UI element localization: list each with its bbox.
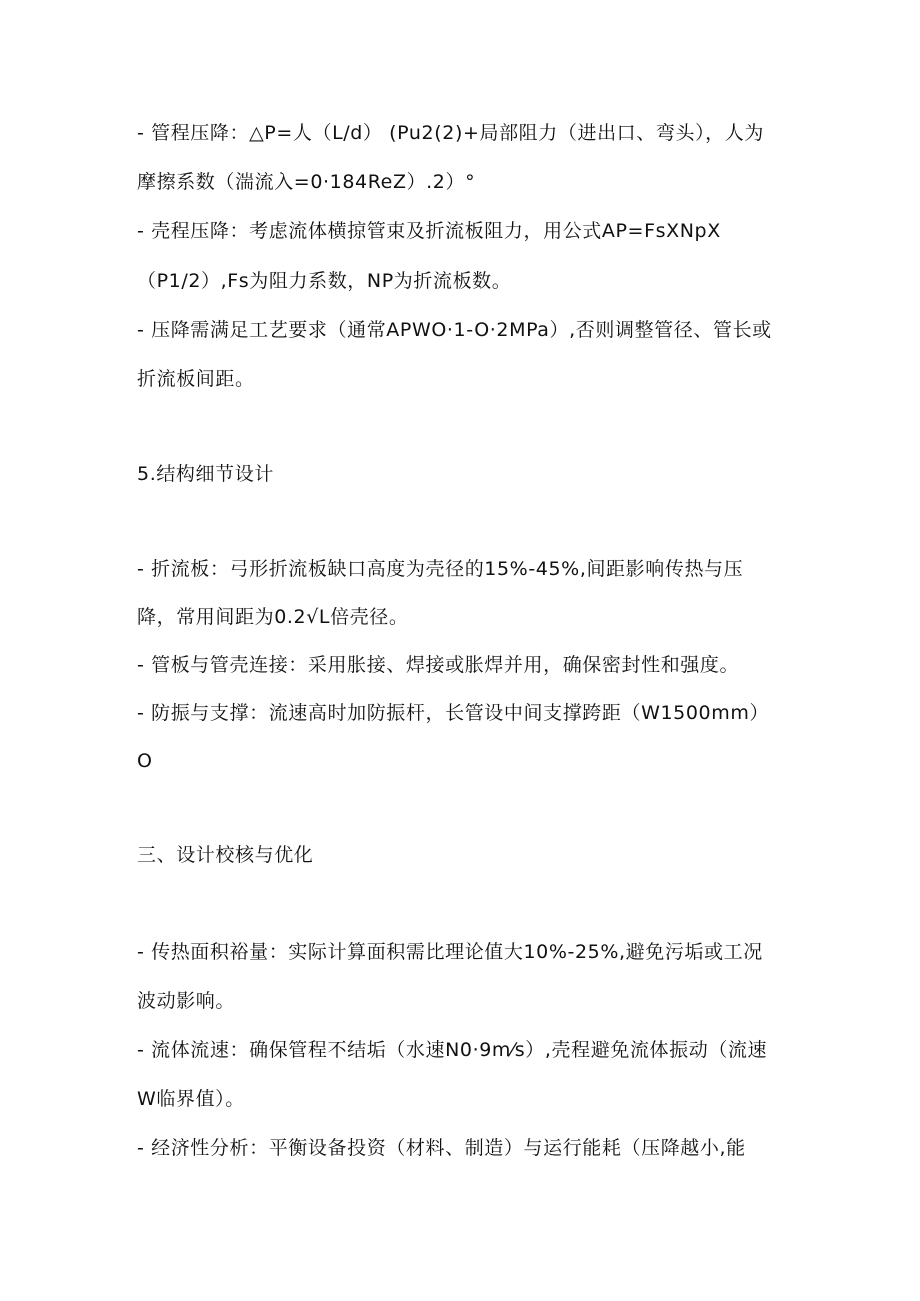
- text-line: - 管程压降：△P=人（L/d） (Pu2(2)+局部阻力（进出口、弯头），人为: [137, 122, 764, 144]
- section-heading: 5.结构细节设计: [137, 463, 274, 485]
- text-line: W临界值）。: [137, 1088, 245, 1110]
- text-line: - 管板与管壳连接：采用胀接、焊接或胀焊并用，确保密封性和强度。: [137, 654, 740, 676]
- text-line: 摩擦系数（湍流入=0·184ReZ）.2）°: [137, 171, 476, 193]
- section-heading: 三、设计校核与优化: [137, 844, 314, 866]
- text-line: - 折流板：弓形折流板缺口高度为壳径的15%-45%,间距影响传热与压: [137, 558, 744, 580]
- text-line: - 壳程压降：考虑流体横掠管束及折流板阻力，用公式AP=FsXNpX: [137, 220, 721, 242]
- text-line: - 防振与支撑：流速高时加防振杆，长管设中间支撑跨距（W1500mm）: [137, 702, 770, 724]
- text-line: - 经济性分析：平衡设备投资（材料、制造）与运行能耗（压降越小,能: [137, 1137, 746, 1159]
- text-line: 波动影响。: [137, 990, 236, 1012]
- text-line: 折流板间距。: [137, 368, 255, 390]
- text-line: （P1/2）,Fs为阻力系数，NP为折流板数。: [137, 270, 512, 292]
- text-line: - 压降需满足工艺要求（通常APWO·1-O·2MPa）,否则调整管径、管长或: [137, 319, 772, 341]
- text-line: 降，常用间距为0.2√L倍壳径。: [137, 606, 409, 628]
- text-line: O: [137, 750, 153, 772]
- text-line: - 传热面积裕量：实际计算面积需比理论值大10%-25%,避免污垢或工况: [137, 941, 763, 963]
- text-line: - 流体流速：确保管程不结垢（水速N0·9m⁄s）,壳程避免流体振动（流速: [137, 1039, 768, 1061]
